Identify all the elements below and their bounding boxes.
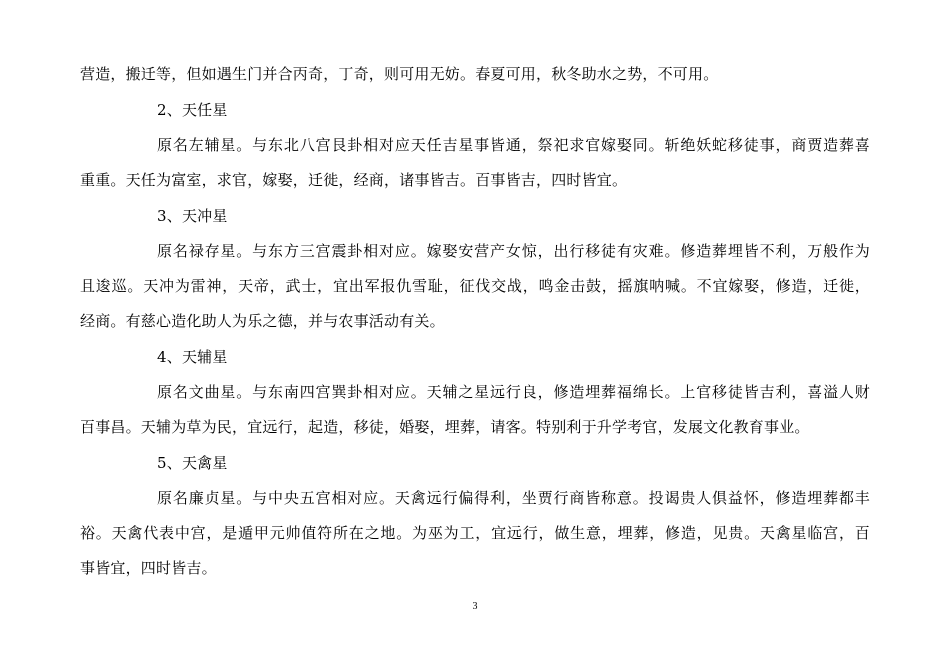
paragraph-line: 事皆宜，四时皆吉。 (80, 559, 217, 577)
page-number: 3 (472, 601, 478, 612)
paragraph-line: 原名文曲星。与东南四宫巽卦相对应。天辅之星远行良，修造埋葬福绵长。上官移徒皆吉利，喜溢人财 (157, 383, 870, 401)
paragraph-line: 重重。天任为富室，求官，嫁娶，迁徙，经商，诸事皆吉。百事皆吉，四时皆宜。 (80, 171, 628, 189)
section-heading-tianren: 2、天任星 (157, 101, 228, 119)
section-heading-tianchong: 3、天冲星 (157, 207, 228, 225)
paragraph-line: 原名左辅星。与东北八宫艮卦相对应天任吉星事皆通，祭祀求官嫁娶同。斩绝妖蛇移徒事，商贾造葬喜 (157, 136, 870, 154)
paragraph-line: 原名廉贞星。与中央五宫相对应。天禽远行偏得利，坐贾行商皆称意。投谒贵人俱益怀，修造埋葬都丰 (157, 489, 870, 507)
paragraph-line: 百事昌。天辅为草为民，宜远行，起造，移徒，婚娶，埋葬，请客。特别利于升学考官，发展文化教育事业。 (80, 418, 810, 436)
paragraph-line: 且逡巡。天冲为雷神，天帝，武士，宜出军报仇雪耻，征伐交战，鸣金击鼓，摇旗呐喊。不宜嫁娶，修造，迁徙， (80, 277, 870, 295)
paragraph-line: 裕。天禽代表中宫，是遁甲元帅值符所在之地。为巫为工，宜远行，做生意，埋葬，修造，见贵。天禽星临宫，百 (80, 524, 870, 542)
section-heading-tianqin: 5、天禽星 (157, 454, 228, 472)
section-heading-tianfu: 4、天辅星 (157, 348, 228, 366)
paragraph-line: 经商。有慈心造化助人为乐之德，并与农事活动有关。 (80, 312, 445, 330)
paragraph-line: 营造，搬迁等，但如遇生门并合丙奇，丁奇，则可用无妨。春夏可用，秋冬助水之势，不可用。 (80, 65, 719, 83)
paragraph-line: 原名禄存星。与东方三宫震卦相对应。嫁娶安营产女惊，出行移徒有灾难。修造葬埋皆不利，万般作为 (157, 242, 870, 260)
